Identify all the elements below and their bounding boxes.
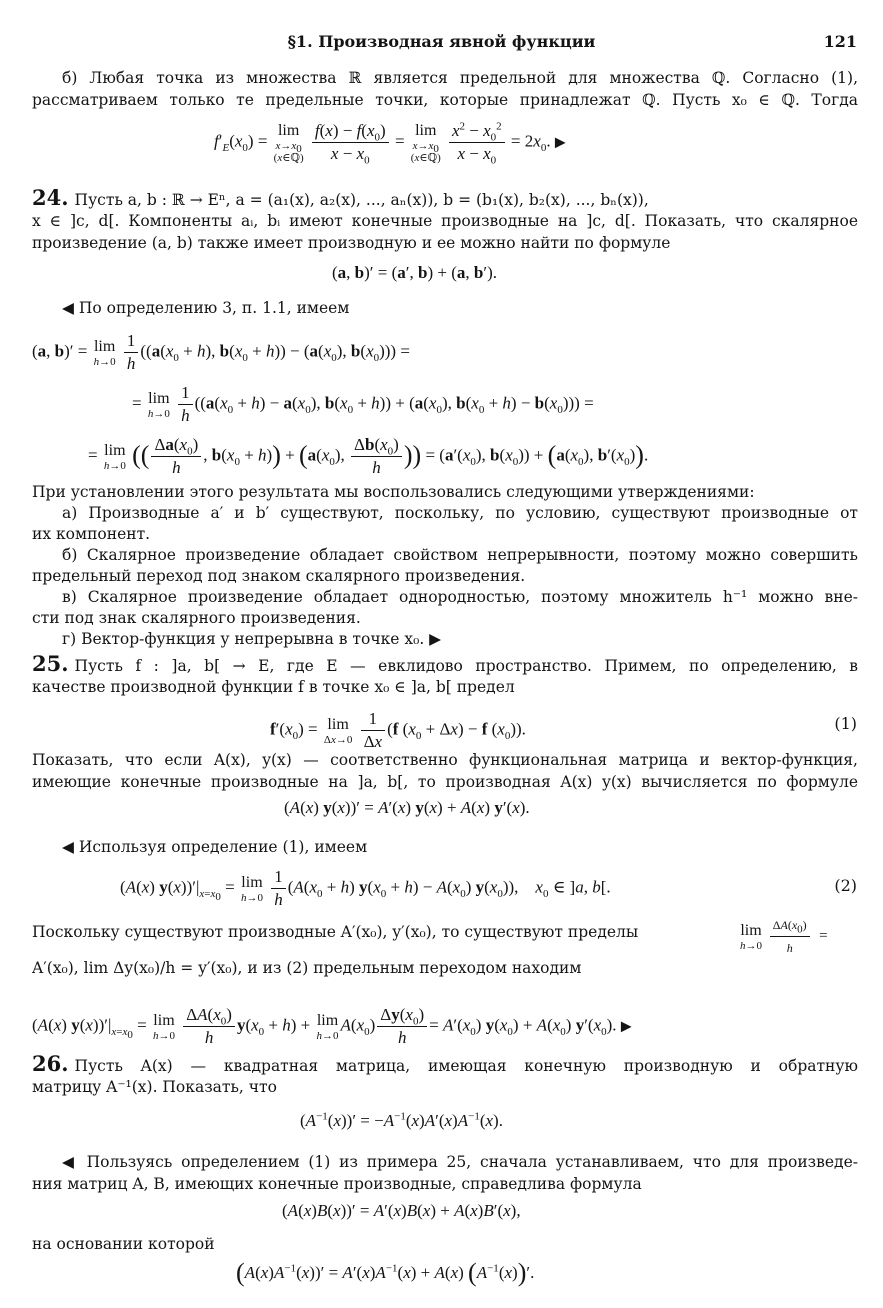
section-title: §1. Производная явной функции [287,32,596,51]
formula-identity-derivative: $(A(x)A^{-1}(x))' = A'(x)A^{-1}(x) + A(x)$ $(A^{-1}(x))'$. [236,1258,535,1287]
page-number: 121 [823,32,857,51]
problem-number: 26. [32,1054,69,1076]
text-line: ния матриц A, B, имеющих конечные производные, справедлива формула [32,1175,642,1193]
text-line: ◀ По определению 3, п. 1.1, имеем [62,299,350,317]
problem-26-statement: 26. Пусть A(x) — квадратная матрица, имеющая конечную производную и обратную [32,1054,858,1076]
problem-number: 25. [32,654,69,676]
text-line: имеющие конечные производные на ]a, b[, то производная A(x) y(x) вычисляется по формуле [32,773,858,791]
text-line: Показать, что если A(x), y(x) — соответственно функциональная матрица и вектор-функция, [32,751,858,769]
formula-definition-1: $f'(x_0)$ = lim Δx→0 $\frac{1}{\Delta x}$ (f $(x_0 + \Delta x) - f$ $(x_0)$). [270,709,526,751]
formula-limit-dA: lim h→0 $\frac{\Delta A(x_0)}{h}$ = [738,914,828,959]
formula-product-rule: (A(x) y(x))′ = A′(x) y(x) + A(x) y′(x). [284,798,530,817]
text-line: г) Вектор-функция y непрерывна в точке x₀. ▶ [62,630,442,648]
text-line: б) Любая точка из множества ℝ является предельной для множества ℚ. Согласно (1), [62,69,858,87]
problem-number: 24. [32,188,69,210]
text-line: предельный переход под знаком скалярного произведения. [32,567,526,585]
text-line: ◀ Используя определение (1), имеем [62,838,368,856]
text-line: в) Скалярное произведение обладает однородностью, поэтому множитель h⁻¹ можно вне- [62,588,858,606]
text-line: произведение (a, b) также имеет производную и ее можно найти по формуле [32,234,671,252]
formula-derivative-rational: $f'_E(x_0)$ = lim $x\to x_0$ (x∈ℚ) $\frac{f(x) - f(x_0)}{x - x_0}$ = lim $x\to x_0$ (x∈ℚ) $\frac{x^2 - x_0^2}{x - x_0}$ = $2x_0$. ▶ [214,120,566,167]
text-line: Поскольку существуют производные A′(x₀), y′(x₀), то существуют пределы [32,923,639,941]
text-line: их компонент. [32,525,151,543]
formula-derivation-line-3: = lim h→0 (( $\frac{\Delta a(x_0)}{h}$ , $b(x_0 + h)) + (a(x_0)$, $\frac{\Delta b(x_0)}{h}$ )) = ($a'(x_0)$, $b(x_0)) + (a(x_0)$, $b'(x_0)$). [88,435,649,477]
equation-number: (2) [834,876,857,895]
equation-number: (1) [834,714,857,733]
formula-definition-2: (A(x) $y(x))'|_{x=x_0}$ = lim h→0 $\frac{1}{h}$ ($A(x_0 + h) y(x_0 + h) - A(x_0)$ $y(x_0)$), $x_0$ ∈ ]a, b[. [120,867,611,909]
text-line: ◀ Пользуясь определением (1) из примера 25, сначала устанавливаем, что для произведе- [62,1153,858,1171]
formula-scalar-derivative: (a, b)′ = (a′, b) + (a, b′). [332,263,497,282]
formula-derivation-line-1: (a, b)′ = lim h→0 $\frac{1}{h}$ (($a(x_0 + h)$, $b(x_0 + h)) - (a(x_0)$, $b(x_0)$)) = [32,331,410,373]
text-line: сти под знак скалярного произведения. [32,609,361,627]
text-line: При установлении этого результата мы воспользовались следующими утверждениями: [32,483,755,501]
text-line: рассматриваем только те предельные точки, которые принадлежат ℚ. Пусть x₀ ∈ ℚ. Тогда [32,91,858,109]
problem-25-statement: 25. Пусть f : ]a, b[ → E, где E — евклидово пространство. Примем, по определению, в [32,654,858,676]
text-line: x ∈ ]c, d[. Компоненты aᵢ, bᵢ имеют конечные производные на ]c, d[. Показать, что скалярное [32,212,858,230]
text-line: а) Производные a′ и b′ существуют, поскольку, по условию, существуют производные от [62,504,858,522]
text-line: качестве производной функции f в точке x₀ ∈ ]a, b[ предел [32,678,515,696]
formula-inverse-derivative: $(A^{-1}(x))' = -A^{-1}(x)A'(x)A^{-1}(x)$. [300,1110,503,1130]
text-line: б) Скалярное произведение обладает свойством непрерывности, поэтому можно совершить [62,546,858,564]
problem-24-statement: 24. Пусть a, b : ℝ → Eⁿ, a = (a₁(x), a₂(x), ..., aₙ(x)), b = (b₁(x), b₂(x), ..., bₙ(x)), [32,188,858,210]
formula-final-limit: (A(x) $y(x))'|_{x=x_0}$ = lim h→0 $\frac{\Delta A(x_0)}{h}$ $y(x_0 + h)$ + lim h→0 $A(x_0)$ $\frac{\Delta y(x_0)}{h}$ = $A'(x_0) y(x_0) + A(x_0)$ $y'(x_0)$. ▶ [32,1005,632,1047]
formula-matrix-product-rule: (A(x)B(x))′ = A′(x)B(x) + A(x)B′(x), [282,1201,521,1220]
formula-derivation-line-2: = lim h→0 $\frac{1}{h}$ (($a(x_0 + h) - a(x_0)$, $b(x_0 + h)) + (a(x_0)$, $b(x_0 + h) - b(x_0)$)) = [132,383,594,425]
text-line: матрицу A⁻¹(x). Показать, что [32,1078,277,1096]
text-line: A′(x₀), lim Δy(x₀)/h = y′(x₀), и из (2) предельным переходом находим [32,959,582,977]
text-line: на основании которой [32,1235,215,1253]
